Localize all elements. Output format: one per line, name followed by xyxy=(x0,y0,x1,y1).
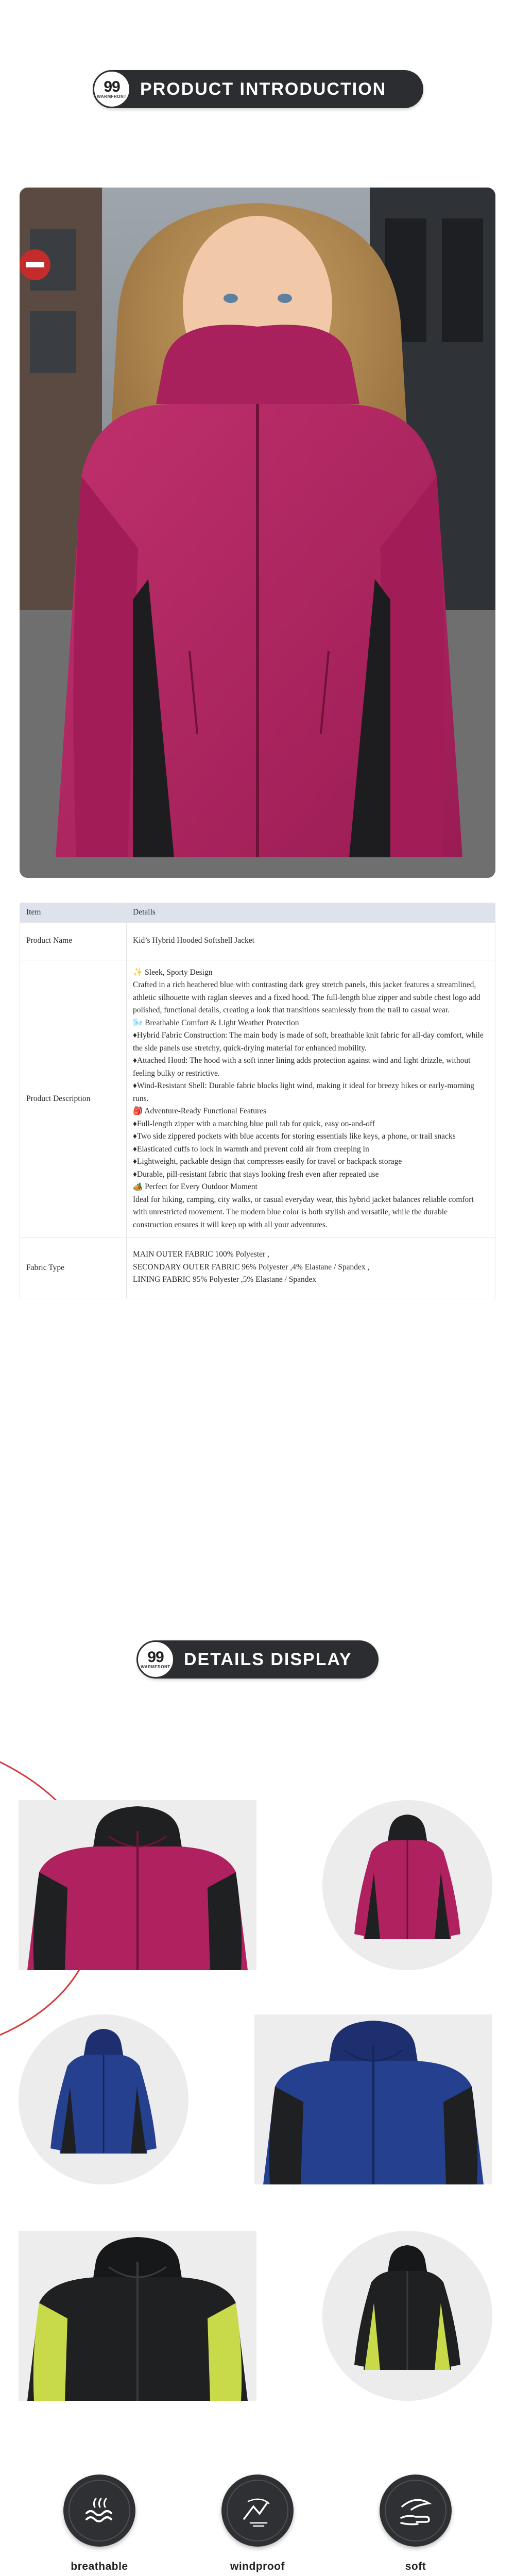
detail-image-black-front xyxy=(19,2231,256,2401)
detail-image-magenta-full xyxy=(322,1800,492,1970)
section-title: PRODUCT INTRODUCTION xyxy=(140,79,387,99)
desc-line: ♦Two side zippered pockets with blue accents for storing essentials like keys, a phone, or trail snacks xyxy=(133,1132,456,1141)
detail-image-navy-front xyxy=(254,2014,492,2184)
row-label-product-name: Product Name xyxy=(20,922,127,960)
table-header-row xyxy=(20,903,495,923)
table-row xyxy=(20,1238,495,1298)
desc-line: 🎒 Adventure-Ready Functional Features xyxy=(133,1107,267,1115)
fabric-value xyxy=(127,1238,495,1298)
detail-image-magenta-front xyxy=(19,1800,256,1970)
desc-line: ✨ Sleek, Sporty Design xyxy=(133,968,213,977)
desc-line: ♦Wind-Resistant Shell: Durable fabric blocks light wind, making it ideal for breezy hikes or early-morning runs. xyxy=(133,1081,474,1103)
waves-icon xyxy=(63,2475,135,2547)
feature-label: soft xyxy=(405,2561,426,2572)
table-row xyxy=(20,960,495,1238)
desc-line: 🌬️ Breathable Comfort & Light Weather Protection xyxy=(133,1018,299,1027)
feature-label: windproof xyxy=(230,2561,285,2572)
section-header-intro xyxy=(94,70,423,108)
header-item: Item xyxy=(20,903,127,923)
desc-line: ♦Hybrid Fabric Construction: The main body is made of soft, breathable knit fabric for all-day comfort, while the side panels use stretchy, quick-drying material for enhanced mobility. xyxy=(133,1031,484,1053)
brand-logo: 99 WARMFRONT xyxy=(136,1640,175,1679)
fabric-line: LINING FABRIC 95% Polyester ,5% Elastane / Spandex xyxy=(133,1275,317,1284)
desc-line: ♦Full-length zipper with a matching blue pull tab for quick, easy on-and-off xyxy=(133,1119,375,1128)
wind-icon xyxy=(221,2475,294,2547)
section-header-details xyxy=(138,1640,379,1679)
desc-line: Crafted in a rich heathered blue with contrasting dark grey stretch panels, this jacket features a streamlined, athletic silhouette with raglan sleeves and a fixed hood. The full-length blue zipper and subtle chest logo add polished, functional details, creating a look that transitions seamlessly from the trail to casual wear. xyxy=(133,980,480,1014)
model-photo xyxy=(20,188,495,878)
section-title: DETAILS DISPLAY xyxy=(184,1649,352,1669)
desc-line: Ideal for hiking, camping, city walks, or casual everyday wear, this hybrid jacket balances reliable comfort with unrestricted movement. The modern blue color is both stylish and versatile, while the durable construction ensures it will keep up with all your adventures. xyxy=(133,1195,474,1229)
product-name-value: Kid’s Hybrid Hooded Softshell Jacket xyxy=(127,922,495,960)
row-label-fabric: Fabric Type xyxy=(20,1238,127,1298)
row-label-description: Product Description xyxy=(20,960,127,1238)
fabric-line: MAIN OUTER FABRIC 100% Polyester , xyxy=(133,1250,269,1259)
feather-hand-icon xyxy=(380,2475,452,2547)
description-value xyxy=(127,960,495,1238)
detail-image-black-full xyxy=(322,2231,492,2401)
desc-line: ♦Lightweight, packable design that compresses easily for travel or backpack storage xyxy=(133,1157,402,1166)
table-row xyxy=(20,922,495,960)
desc-line: ♦Durable, pill-resistant fabric that stays looking fresh even after repeated use xyxy=(133,1170,379,1179)
header-details: Details xyxy=(127,903,495,923)
desc-line: ♦Attached Hood: The hood with a soft inner lining adds protection against wind and light drizzle, without feeling bulky or restrictive. xyxy=(133,1056,471,1078)
desc-line: 🏕️ Perfect for Every Outdoor Moment xyxy=(133,1182,258,1191)
fabric-line: SECONDARY OUTER FABRIC 96% Polyester ,4% Elastane / Spandex , xyxy=(133,1262,370,1272)
detail-image-navy-full xyxy=(19,2014,188,2184)
product-spec-table xyxy=(20,903,495,1298)
desc-line: ♦Elasticated cuffs to lock in warmth and prevent cold air from creeping in xyxy=(133,1144,369,1154)
brand-logo: 99 WARMFRONT xyxy=(93,70,131,108)
feature-label: breathable xyxy=(71,2561,128,2572)
